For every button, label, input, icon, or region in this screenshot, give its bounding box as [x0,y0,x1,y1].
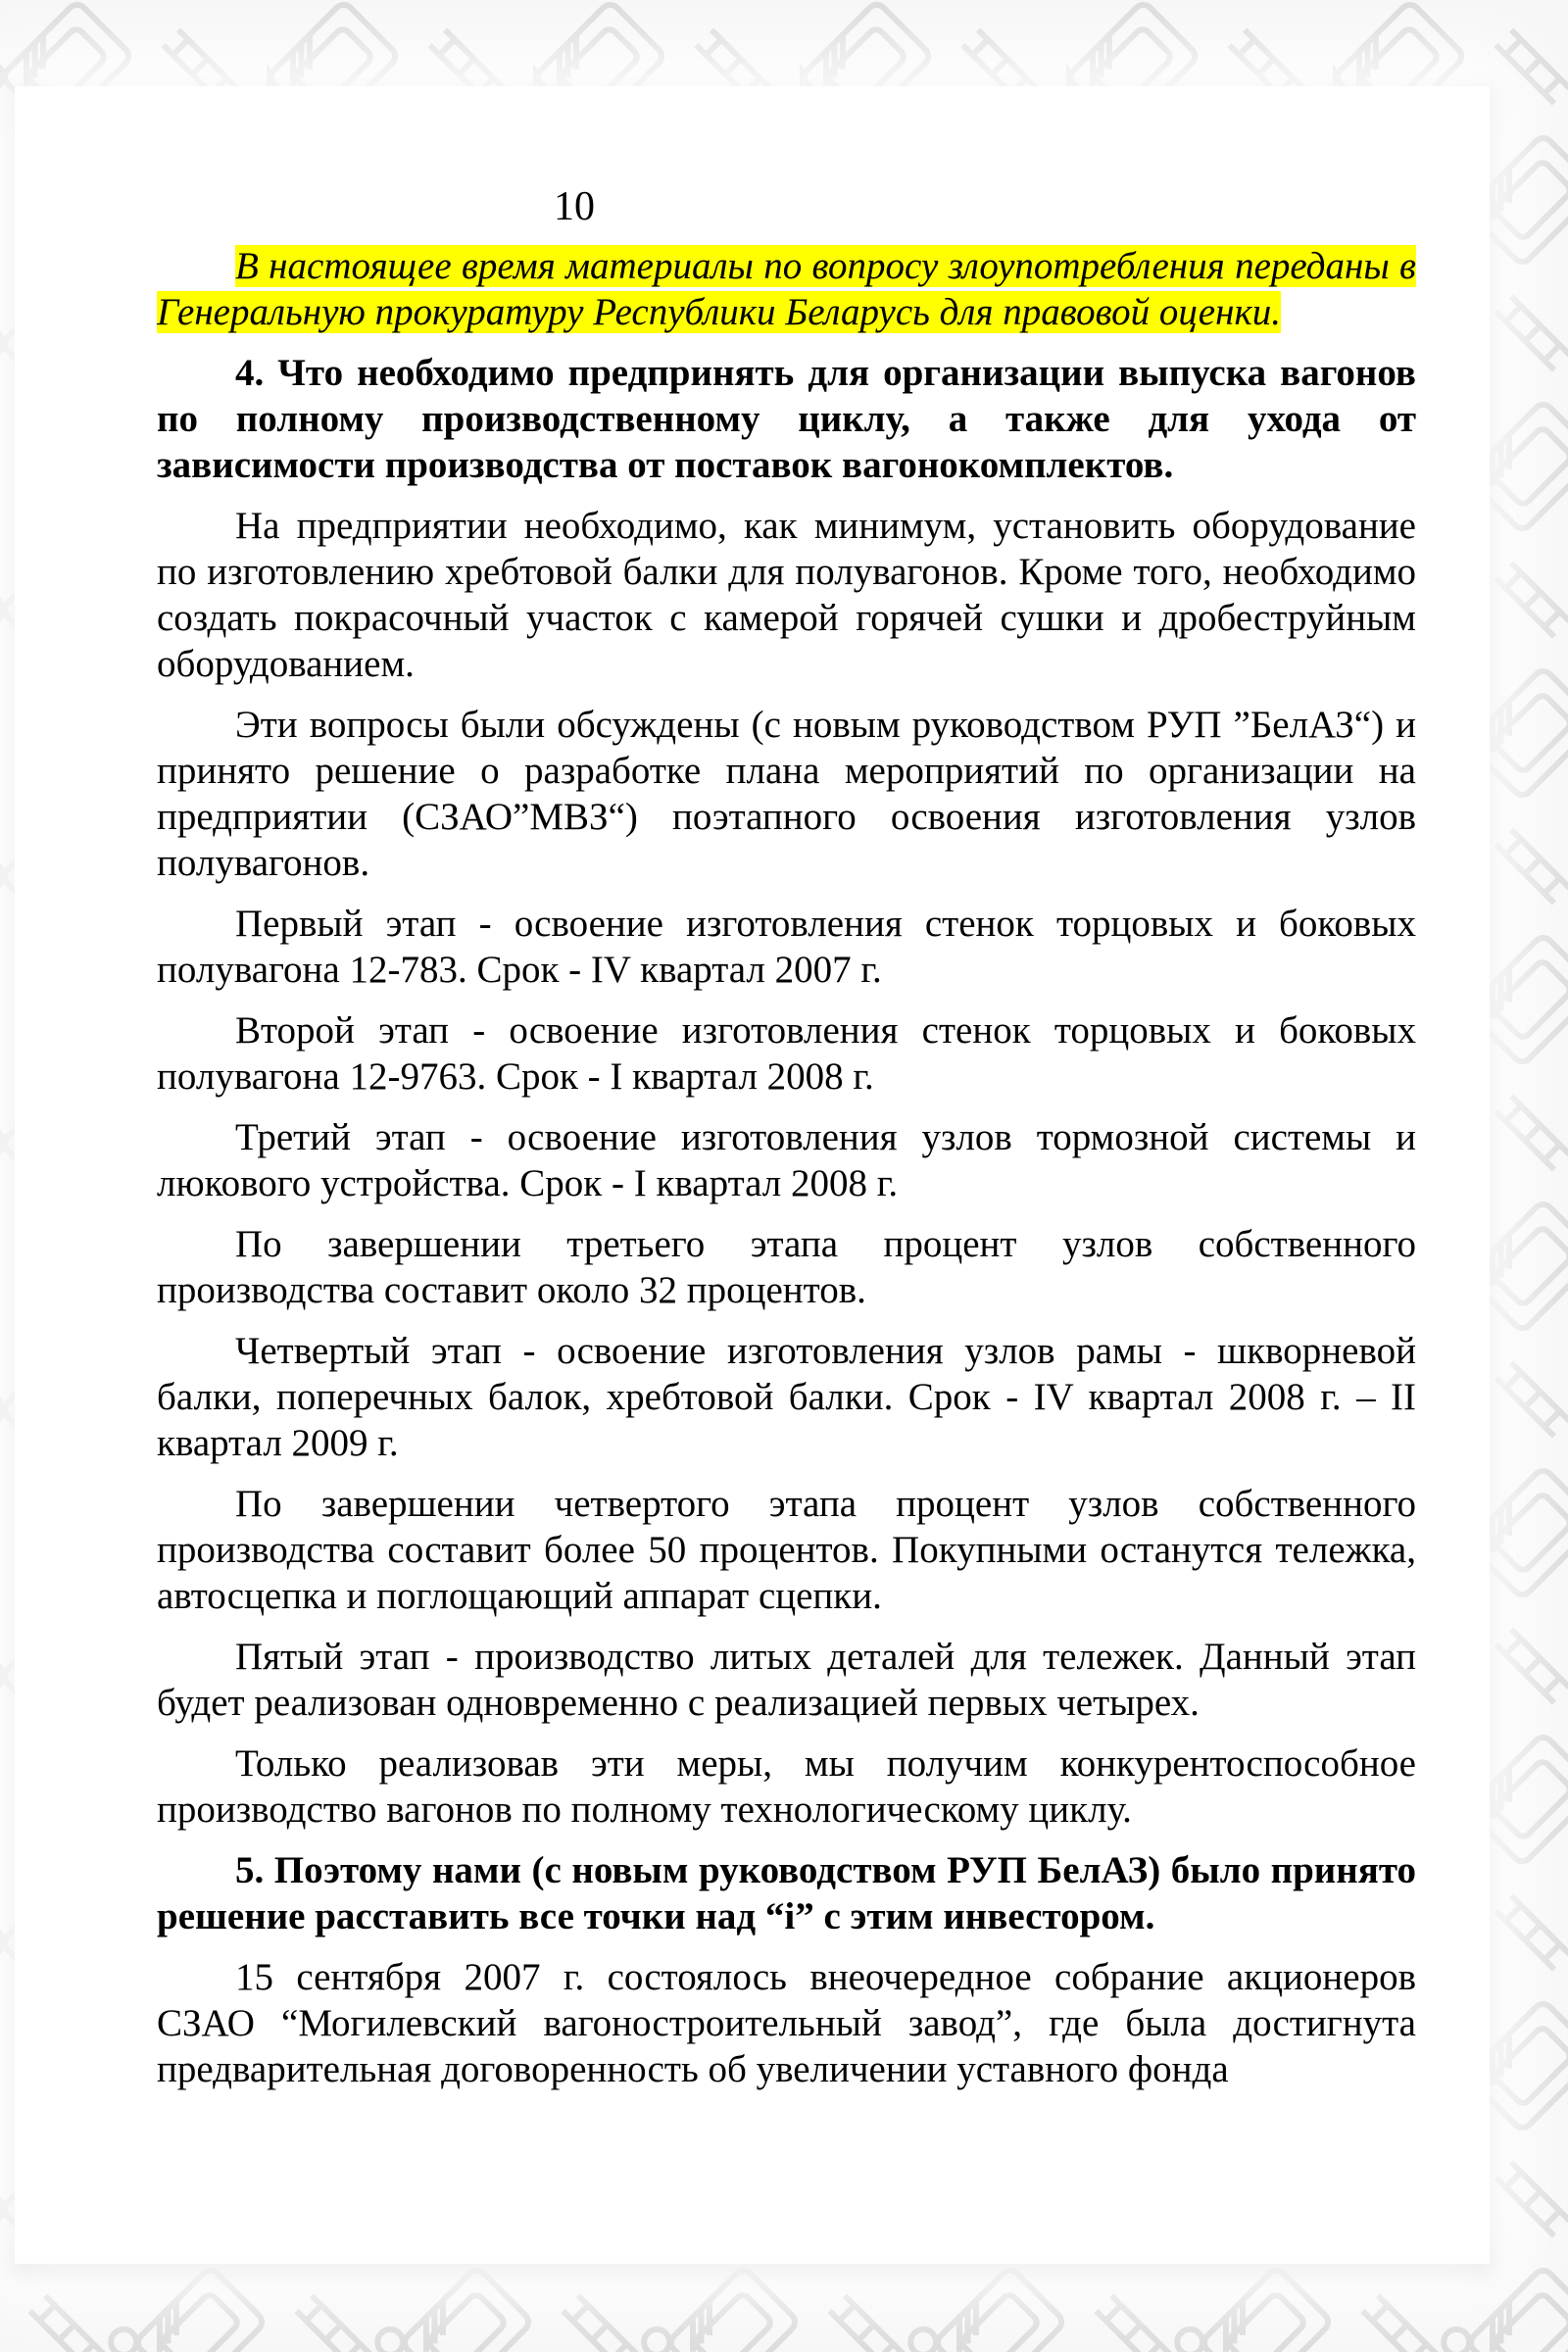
paragraph-stage-1: Первый этап - освоение изготовления стенок торцовых и боковых полувагона 12-783. Срок - IV квартал 2007 г. [157,903,1416,991]
paragraph-after-stage-4: По завершении четвертого этапа процент узлов собственного производства составит более 50 процентов. Покупными останутся тележка, автосцепка и поглощающий аппарат сцепки. [157,1483,1416,1617]
highlighted-paragraph [157,243,1416,335]
section-heading-5: 5. Поэтому нами (с новым руководством РУП БелАЗ) было принято решение расставить все точки над “i” с этим инвестором. [157,1849,1416,1937]
section-heading-4: 4. Что необходимо предпринять для организации выпуска вагонов по полному производственному циклу, а также для ухода от зависимости производства от поставок вагонокомплектов. [157,352,1416,486]
paragraph-stage-5: Пятый этап - производство литых деталей для тележек. Данный этап будет реализован одновременно с реализацией первых четырех. [157,1636,1416,1724]
document-page [15,86,1490,2264]
paragraph-equipment: На предприятии необходимо, как минимум, установить оборудование по изготовлению хребтовой балки для полувагонов. Кроме того, необходимо создать покрасочный участок с камерой горячей сушки и дробеструйным оборудованием. [157,505,1416,685]
paragraph-after-stage-3: По завершении третьего этапа процент узлов собственного производства составит около 32 процентов. [157,1223,1416,1311]
paragraph-stage-4: Четвертый этап - освоение изготовления узлов рамы - шкворневой балки, поперечных балок, хребтовой балки. Срок - IV квартал 2008 г. – II квартал 2009 г. [157,1330,1416,1464]
paragraph-stage-2: Второй этап - освоение изготовления стенок торцовых и боковых полувагона 12-9763. Срок - I квартал 2008 г. [157,1009,1416,1098]
paragraph-conclusion: Только реализовав эти меры, мы получим конкурентоспособное производство вагонов по полному технологическому циклу. [157,1742,1416,1831]
page-number: 10 [554,184,595,229]
paragraph-shareholders-meeting: 15 сентября 2007 г. состоялось внеочередное собрание акционеров СЗАО “Могилевский вагоностроительный завод”, где была достигнута предварительная договоренность об увеличении уставного фонда [157,1956,1416,2090]
paragraph-discussion: Эти вопросы были обсуждены (с новым руководством РУП ”БелАЗ“) и принято решение о разработке плана мероприятий по организации на предприятии (СЗАО”МВЗ“) поэтапного освоения изготовления узлов полувагонов. [157,704,1416,884]
page-content [15,86,1490,2092]
paragraph-stage-3: Третий этап - освоение изготовления узлов тормозной системы и люкового устройства. Срок - I квартал 2008 г. [157,1116,1416,1204]
yellow-highlight: В настоящее время материалы по вопросу злоупотребления переданы в Генеральную прокуратуру Республики Беларусь для правовой оценки. [157,245,1416,333]
